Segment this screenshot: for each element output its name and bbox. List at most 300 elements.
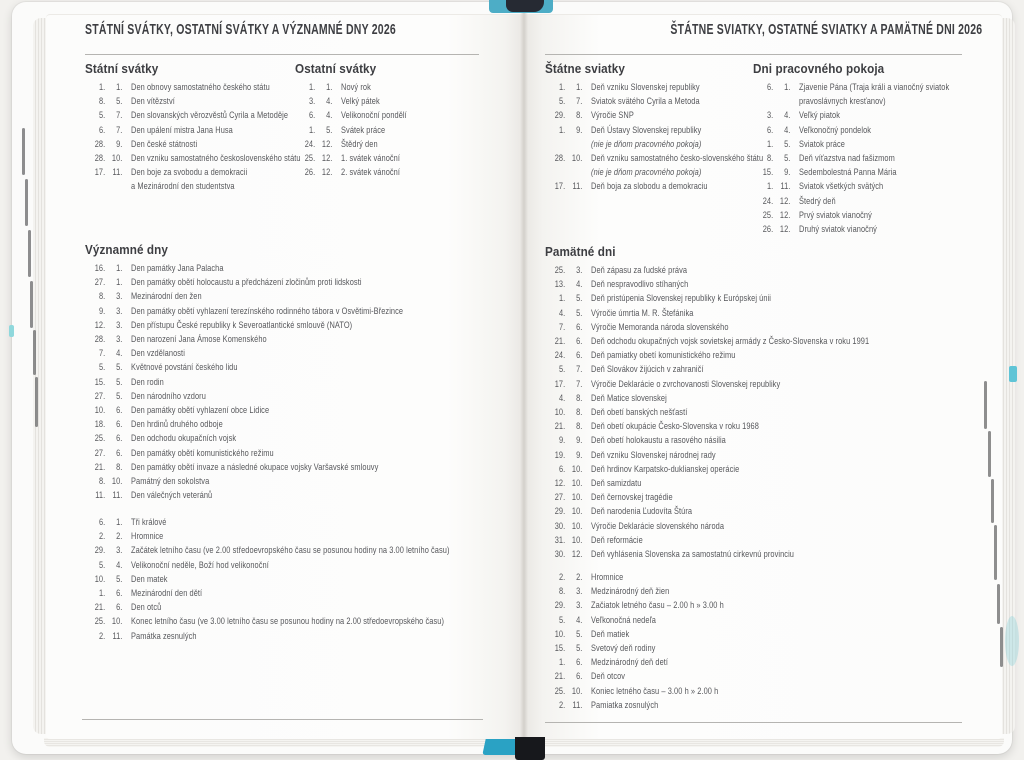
statne-sviatky-list bbox=[545, 81, 763, 195]
holiday-note: (nie je dňom pracovného pokoja) bbox=[591, 138, 702, 150]
day-number: 6. bbox=[558, 463, 566, 475]
holiday-row bbox=[85, 290, 403, 304]
holiday-row bbox=[85, 347, 403, 361]
month-number: 5. bbox=[116, 96, 123, 108]
holiday-name: Sviatok svätého Cyrila a Metoda bbox=[591, 96, 700, 108]
holiday-name: Sviatok práce bbox=[799, 138, 845, 150]
holiday-row bbox=[545, 614, 724, 628]
left-page-title: STÁTNÍ SVÁTKY, OSTATNÍ SVÁTKY A VÝZNAMNÉ DNY 2026 bbox=[85, 21, 396, 38]
holiday-name: Deň matiek bbox=[591, 628, 630, 640]
month-number: 7. bbox=[576, 96, 583, 108]
day-number: 28. bbox=[94, 153, 106, 165]
day-number: 8. bbox=[558, 586, 566, 598]
day-number: 27. bbox=[94, 390, 106, 402]
day-number: 17. bbox=[94, 167, 106, 179]
day-number: 1. bbox=[308, 124, 316, 136]
holiday-name: Deň Matice slovenskej bbox=[591, 392, 667, 404]
day-number: 5. bbox=[558, 96, 566, 108]
holiday-row bbox=[753, 195, 949, 209]
statni-svatky-list bbox=[85, 81, 301, 195]
month-number: 4. bbox=[576, 279, 583, 291]
month-number: 1. bbox=[116, 517, 123, 528]
month-number: 11. bbox=[112, 630, 123, 642]
day-number: 29. bbox=[554, 506, 566, 518]
book-spine bbox=[520, 12, 528, 740]
day-number: 1. bbox=[308, 82, 316, 93]
holiday-row bbox=[545, 109, 763, 123]
day-number: 31. bbox=[554, 534, 566, 546]
holiday-name: Druhý sviatok vianočný bbox=[799, 224, 877, 236]
day-number: 9. bbox=[98, 305, 106, 317]
month-number: 6. bbox=[576, 350, 583, 362]
holiday-name: Svátek práce bbox=[341, 124, 386, 136]
holiday-row bbox=[545, 292, 869, 306]
holiday-row bbox=[753, 152, 949, 166]
holiday-name: Prvý sviatok vianočný bbox=[799, 209, 872, 221]
holiday-row bbox=[545, 124, 763, 152]
day-number: 5. bbox=[558, 364, 566, 376]
holiday-row bbox=[545, 449, 869, 463]
day-number: 21. bbox=[554, 671, 566, 683]
holiday-name: Deň odchodu okupačných vojsk sovietskej armády z Česko-Slovenska v roku 1991 bbox=[591, 336, 870, 348]
teal-edge-mark bbox=[1009, 366, 1017, 382]
month-number: 3. bbox=[116, 545, 123, 557]
day-number: 15. bbox=[762, 167, 774, 179]
month-number: 6. bbox=[576, 671, 583, 683]
holiday-name: Den národního vzdoru bbox=[131, 390, 206, 402]
month-number: 6. bbox=[116, 447, 123, 459]
day-number: 6. bbox=[766, 124, 774, 136]
holiday-name: 2. svátek vánoční bbox=[341, 167, 401, 179]
day-number: 1. bbox=[98, 82, 106, 93]
day-number: 26. bbox=[304, 167, 316, 179]
day-number: 2. bbox=[558, 572, 566, 583]
holiday-row bbox=[753, 109, 949, 123]
day-number: 29. bbox=[554, 110, 566, 122]
month-number: 4. bbox=[326, 110, 333, 122]
month-number: 4. bbox=[116, 348, 123, 360]
holiday-row bbox=[753, 124, 949, 138]
holiday-row bbox=[545, 307, 869, 321]
day-number: 1. bbox=[558, 82, 566, 93]
month-number: 9. bbox=[576, 435, 583, 447]
month-number: 5. bbox=[576, 307, 583, 319]
day-number: 27. bbox=[94, 447, 106, 459]
holiday-row bbox=[85, 166, 301, 194]
day-number: 8. bbox=[98, 291, 106, 303]
month-index-tab bbox=[997, 584, 1000, 624]
holiday-row bbox=[295, 109, 407, 123]
month-number: 12. bbox=[779, 195, 791, 207]
month-index-tab bbox=[25, 179, 28, 226]
day-number: 28. bbox=[94, 138, 106, 150]
day-number: 2. bbox=[558, 699, 566, 711]
footer-rule bbox=[545, 722, 962, 723]
month-number: 2. bbox=[116, 531, 123, 543]
holiday-name: Den otců bbox=[131, 602, 162, 614]
holiday-name: Květnové povstání českého lidu bbox=[131, 362, 238, 374]
day-number: 5. bbox=[558, 614, 566, 626]
holiday-name: Hromnice bbox=[591, 572, 624, 583]
month-number: 11. bbox=[112, 490, 123, 502]
day-number: 17. bbox=[554, 181, 566, 193]
month-number: 3. bbox=[116, 319, 123, 331]
day-number: 5. bbox=[98, 110, 106, 122]
holiday-name: Deň vzniku samostatného česko-slovenského štátu (nie je dňom pracovného pokoja) bbox=[591, 153, 764, 179]
month-number: 5. bbox=[116, 573, 123, 585]
holiday-name: Veľký piatok bbox=[799, 110, 841, 122]
holiday-name: Sedembolestná Panna Mária bbox=[799, 167, 897, 179]
month-number: 12. bbox=[571, 549, 583, 561]
holiday-row bbox=[85, 95, 301, 109]
month-number: 4. bbox=[576, 614, 583, 626]
holiday-note: (nie je dňom pracovného pokoja) bbox=[591, 167, 702, 179]
month-number: 3. bbox=[576, 265, 583, 276]
holiday-name: Den památky obětí vyhlazení terezínského rodinného tábora v Osvětimi-Březince bbox=[131, 305, 404, 317]
holiday-name: Deň boja za slobodu a demokraciu bbox=[591, 181, 708, 193]
day-number: 21. bbox=[94, 461, 106, 473]
day-number: 24. bbox=[554, 350, 566, 362]
holiday-name: Výročie Deklarácie slovenského národa bbox=[591, 520, 725, 532]
holiday-row bbox=[85, 109, 301, 123]
month-number: 10. bbox=[571, 463, 583, 475]
day-number: 28. bbox=[94, 334, 106, 346]
day-number: 21. bbox=[94, 602, 106, 614]
month-number: 8. bbox=[576, 110, 583, 122]
holiday-name: Velikonoční neděle, Boží hod velikonoční bbox=[131, 559, 269, 571]
holiday-row bbox=[85, 138, 301, 152]
holiday-row bbox=[85, 333, 403, 347]
month-number: 9. bbox=[576, 449, 583, 461]
holiday-name: Výročie Deklarácie o zvrchovanosti Slovenskej republiky bbox=[591, 378, 781, 390]
day-number: 17. bbox=[554, 378, 566, 390]
month-number: 10. bbox=[571, 520, 583, 532]
holiday-row bbox=[85, 390, 403, 404]
month-number: 6. bbox=[576, 321, 583, 333]
holiday-name: Veľkonočná nedeľa bbox=[591, 614, 657, 626]
day-number: 1. bbox=[98, 588, 106, 600]
month-number: 5. bbox=[116, 362, 123, 374]
month-number: 8. bbox=[116, 461, 123, 473]
holiday-row bbox=[85, 489, 403, 503]
month-index-tab bbox=[991, 479, 994, 523]
month-number: 5. bbox=[576, 643, 583, 655]
holiday-row bbox=[753, 166, 949, 180]
month-number: 12. bbox=[321, 153, 333, 165]
holiday-row bbox=[85, 559, 450, 573]
holiday-name: Den přístupu České republiky k Severoatlantické smlouvě (NATO) bbox=[131, 319, 353, 331]
holiday-name: Den památky obětí invaze a následné okupace vojsky Varšavské smlouvy bbox=[131, 461, 379, 473]
day-number: 6. bbox=[98, 124, 106, 136]
month-number: 6. bbox=[116, 602, 123, 614]
holiday-row bbox=[85, 601, 450, 615]
day-number: 1. bbox=[558, 124, 566, 136]
holiday-row bbox=[85, 404, 403, 418]
holiday-row bbox=[753, 180, 949, 194]
holiday-row bbox=[85, 124, 301, 138]
month-index-tab bbox=[30, 281, 33, 328]
holiday-row bbox=[545, 699, 724, 713]
month-number: 2. bbox=[576, 572, 583, 583]
month-number: 10. bbox=[571, 685, 583, 697]
holiday-name: Deň hrdinov Karpatsko-duklianskej operácie bbox=[591, 463, 740, 475]
holiday-name: Velký pátek bbox=[341, 96, 380, 108]
vyznamne-dny-list-1 bbox=[85, 262, 403, 503]
holiday-name: Den upálení mistra Jana Husa bbox=[131, 124, 233, 136]
holiday-row bbox=[545, 599, 724, 613]
section-heading-dni-pracovneho-pokoja: Dni pracovného pokoja bbox=[753, 61, 885, 76]
holiday-row bbox=[545, 321, 869, 335]
holiday-row bbox=[545, 571, 724, 585]
holiday-row bbox=[545, 406, 869, 420]
month-number: 4. bbox=[116, 559, 123, 571]
holiday-row bbox=[295, 152, 407, 166]
holiday-name: Den vzniku samostatného československého státu bbox=[131, 153, 301, 165]
month-number: 12. bbox=[321, 138, 333, 150]
holiday-row bbox=[545, 477, 869, 491]
day-number: 3. bbox=[766, 110, 774, 122]
holiday-name: Veľkonočný pondelok bbox=[799, 124, 872, 136]
holiday-name: Den památky obětí komunistického režimu bbox=[131, 447, 274, 459]
month-number: 3. bbox=[116, 305, 123, 317]
holiday-row bbox=[545, 534, 869, 548]
holiday-row bbox=[85, 530, 450, 544]
holiday-name: Tři králové bbox=[131, 517, 167, 528]
holiday-row bbox=[85, 516, 450, 530]
holiday-name: Deň vzniku Slovenskej národnej rady bbox=[591, 449, 716, 461]
teal-edge-mark bbox=[9, 325, 14, 337]
day-number: 30. bbox=[554, 520, 566, 532]
pamatne-dni-list-1 bbox=[545, 264, 869, 562]
holiday-name: Den válečných veteránů bbox=[131, 490, 213, 502]
holiday-row bbox=[545, 392, 869, 406]
holiday-row bbox=[545, 420, 869, 434]
holiday-name: Výročie SNP bbox=[591, 110, 634, 122]
holiday-name: Výročie úmrtia M. R. Štefánika bbox=[591, 307, 694, 319]
month-number: 11. bbox=[572, 699, 583, 711]
month-number: 6. bbox=[576, 336, 583, 348]
day-number: 5. bbox=[98, 362, 106, 374]
month-index-tab bbox=[22, 128, 25, 175]
holiday-row bbox=[85, 615, 450, 629]
month-number: 5. bbox=[576, 293, 583, 305]
holiday-name: Den české státnosti bbox=[131, 138, 198, 150]
holiday-name: Deň reformácie bbox=[591, 534, 643, 546]
month-number: 1. bbox=[116, 82, 123, 93]
day-number: 3. bbox=[308, 96, 316, 108]
day-number: 25. bbox=[94, 433, 106, 445]
month-number: 9. bbox=[576, 124, 583, 136]
footer-rule bbox=[82, 719, 483, 720]
holiday-name: Zjavenie Pána (Traja králi a vianočný sviatok pravoslávnych kresťanov) bbox=[799, 82, 950, 108]
day-number: 2. bbox=[98, 630, 106, 642]
month-number: 6. bbox=[116, 588, 123, 600]
month-index-tab bbox=[33, 330, 36, 375]
month-number: 3. bbox=[576, 586, 583, 598]
day-number: 6. bbox=[766, 82, 774, 93]
day-number: 27. bbox=[94, 277, 106, 289]
holiday-row bbox=[545, 95, 763, 109]
holiday-name: Památka zesnulých bbox=[131, 630, 197, 642]
dni-pracovneho-pokoja-list bbox=[753, 81, 949, 237]
holiday-name: Deň nespravodlivo stíhaných bbox=[591, 279, 689, 291]
holiday-name: Deň víťazstva nad fašizmom bbox=[799, 153, 895, 165]
month-number: 1. bbox=[116, 263, 123, 274]
teal-edge-mark bbox=[1005, 616, 1019, 666]
month-number: 10. bbox=[111, 616, 123, 628]
month-number: 3. bbox=[576, 600, 583, 612]
holiday-row bbox=[295, 81, 407, 95]
holiday-row bbox=[545, 378, 869, 392]
holiday-row bbox=[753, 81, 949, 109]
month-number: 6. bbox=[116, 405, 123, 417]
day-number: 25. bbox=[94, 616, 106, 628]
month-number: 10. bbox=[111, 153, 123, 165]
day-number: 19. bbox=[554, 449, 566, 461]
month-number: 1. bbox=[784, 82, 791, 93]
month-number: 7. bbox=[116, 124, 123, 136]
holiday-name: Deň narodenia Ľudovíta Štúra bbox=[591, 506, 693, 518]
holiday-row bbox=[545, 520, 869, 534]
month-number: 1. bbox=[576, 82, 583, 93]
month-number: 4. bbox=[784, 124, 791, 136]
holiday-name: Začiatok letného času – 2.00 h » 3.00 h bbox=[591, 600, 724, 612]
holiday-row bbox=[295, 166, 407, 180]
vyznamne-dny-list-2 bbox=[85, 516, 450, 644]
holiday-row bbox=[545, 628, 724, 642]
holiday-row bbox=[85, 361, 403, 375]
holiday-row bbox=[545, 585, 724, 599]
holiday-row bbox=[545, 264, 869, 278]
day-number: 1. bbox=[766, 138, 774, 150]
holiday-row bbox=[545, 656, 724, 670]
holiday-row bbox=[85, 447, 403, 461]
holiday-name: Deň zápasu za ľudské práva bbox=[591, 265, 688, 276]
month-index-tab bbox=[28, 230, 31, 277]
month-number: 5. bbox=[116, 376, 123, 388]
day-number: 10. bbox=[554, 628, 566, 640]
month-number: 5. bbox=[784, 153, 791, 165]
month-number: 5. bbox=[576, 628, 583, 640]
holiday-name: Den památky Jana Palacha bbox=[131, 263, 224, 274]
day-number: 8. bbox=[766, 153, 774, 165]
holiday-row bbox=[295, 95, 407, 109]
holiday-name: Deň obetí okupácie Česko-Slovenska v roku 1968 bbox=[591, 421, 759, 433]
holiday-row bbox=[753, 223, 949, 237]
section-heading-ostatni-svatky: Ostatní svátky bbox=[295, 61, 377, 76]
page-edge-stack-left bbox=[33, 18, 47, 734]
month-number: 12. bbox=[779, 209, 791, 221]
holiday-name: Štědrý den bbox=[341, 138, 378, 150]
holiday-name: Nový rok bbox=[341, 82, 371, 93]
month-number: 12. bbox=[321, 167, 333, 179]
day-number: 29. bbox=[94, 545, 106, 557]
month-number: 6. bbox=[116, 419, 123, 431]
holiday-name: Den hrdinů druhého odboje bbox=[131, 419, 223, 431]
holiday-row bbox=[545, 670, 724, 684]
day-number: 11. bbox=[95, 490, 106, 502]
holiday-name: Medzinárodný deň detí bbox=[591, 657, 669, 669]
holiday-row bbox=[85, 262, 403, 276]
day-number: 10. bbox=[94, 573, 106, 585]
day-number: 27. bbox=[554, 492, 566, 504]
day-number: 16. bbox=[94, 263, 106, 274]
day-number: 25. bbox=[762, 209, 774, 221]
holiday-name: Štedrý deň bbox=[799, 195, 836, 207]
holiday-row bbox=[545, 685, 724, 699]
day-number: 7. bbox=[98, 348, 106, 360]
section-heading-vyznamne-dny: Významné dny bbox=[85, 242, 169, 257]
section-heading-statne-sviatky: Štátne sviatky bbox=[545, 61, 625, 76]
holiday-row bbox=[85, 305, 403, 319]
bookmark-ribbon-black bbox=[515, 737, 545, 760]
ostatni-svatky-list bbox=[295, 81, 407, 180]
holiday-row bbox=[85, 630, 450, 644]
title-rule bbox=[545, 54, 962, 55]
month-number: 4. bbox=[326, 96, 333, 108]
month-number: 10. bbox=[571, 506, 583, 518]
holiday-row bbox=[545, 642, 724, 656]
holiday-row bbox=[545, 278, 869, 292]
holiday-row bbox=[85, 152, 301, 166]
month-number: 10. bbox=[111, 476, 123, 488]
day-number: 18. bbox=[94, 419, 106, 431]
day-number: 10. bbox=[554, 407, 566, 419]
day-number: 29. bbox=[554, 600, 566, 612]
month-number: 1. bbox=[116, 277, 123, 289]
month-number: 10. bbox=[571, 534, 583, 546]
holiday-name: Deň obetí banských nešťastí bbox=[591, 407, 688, 419]
holiday-row bbox=[545, 81, 763, 95]
month-number: 5. bbox=[326, 124, 333, 136]
day-number: 4. bbox=[558, 307, 566, 319]
month-number: 7. bbox=[116, 110, 123, 122]
holiday-row bbox=[85, 587, 450, 601]
month-number: 11. bbox=[112, 167, 123, 179]
holiday-name: Den vzdělanosti bbox=[131, 348, 185, 360]
month-number: 8. bbox=[576, 407, 583, 419]
holiday-name: Den boje za svobodu a demokracii a Mezinárodní den studentstva bbox=[131, 167, 248, 193]
holiday-name: Deň černovskej tragédie bbox=[591, 492, 673, 504]
holiday-row bbox=[85, 376, 403, 390]
month-number: 11. bbox=[572, 181, 583, 193]
month-number: 4. bbox=[784, 110, 791, 122]
holiday-name: Hromnice bbox=[131, 531, 164, 543]
holiday-name: Den rodin bbox=[131, 376, 164, 388]
month-number: 6. bbox=[116, 433, 123, 445]
holiday-row bbox=[85, 81, 301, 95]
pamatne-dni-list-2 bbox=[545, 571, 724, 713]
holiday-name: Deň vzniku Slovenskej republiky bbox=[591, 82, 700, 93]
holiday-row bbox=[545, 335, 869, 349]
holiday-row bbox=[545, 180, 763, 194]
day-number: 26. bbox=[762, 224, 774, 236]
holiday-name: Mezinárodní den dětí bbox=[131, 588, 203, 600]
day-number: 10. bbox=[94, 405, 106, 417]
month-number: 6. bbox=[576, 657, 583, 669]
day-number: 30. bbox=[554, 549, 566, 561]
holiday-name: Svetový deň rodiny bbox=[591, 643, 656, 655]
month-number: 5. bbox=[784, 138, 791, 150]
right-page-title: ŠTÁTNE SVIATKY, OSTATNÉ SVIATKY A PAMÄTNÉ DNI 2026 bbox=[670, 21, 983, 38]
day-number: 25. bbox=[554, 265, 566, 276]
day-number: 6. bbox=[98, 517, 106, 528]
month-index-tab bbox=[1000, 627, 1003, 667]
month-number: 8. bbox=[576, 421, 583, 433]
month-index-tab bbox=[984, 381, 987, 429]
holiday-name: Pamiatka zosnulých bbox=[591, 699, 659, 711]
holiday-row bbox=[753, 209, 949, 223]
